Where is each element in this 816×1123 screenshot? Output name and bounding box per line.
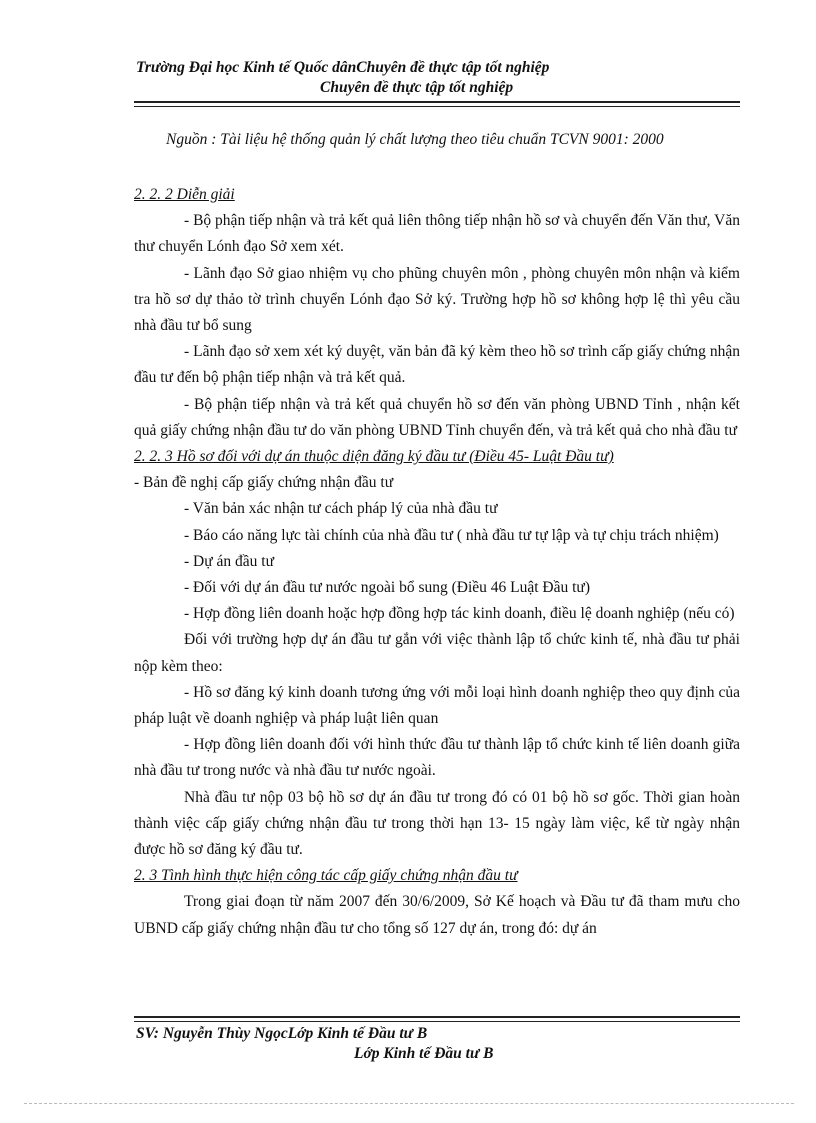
- section-heading-2-3: 2. 3 Tình hình thực hiện công tác cấp giấy chứng nhận đầu tư: [134, 867, 518, 885]
- paragraph: Nhà đầu tư nộp 03 bộ hồ sơ dự án đầu tư trong đó có 01 bộ hồ sơ gốc. Thời gian hoàn thành việc cấp giấy chứng nhận đầu tư trong thời hạn 13- 15 ngày làm việc, kể từ ngày nhận được hồ sơ đăng ký đầu tư.: [134, 788, 740, 859]
- page-header: [134, 58, 740, 98]
- section-heading-2-2-2: 2. 2. 2 Diễn giải: [134, 186, 235, 203]
- list-item: - Hồ sơ đăng ký kinh doanh tương ứng với mỗi loại hình doanh nghiệp theo quy định của pháp luật về doanh nghiệp và pháp luật liên quan: [134, 683, 740, 728]
- paragraph: - Lãnh đạo sở xem xét ký duyệt, văn bản đã ký kèm theo hồ sơ trình cấp giấy chứng nhận đầu tư đến bộ phận tiếp nhận và trả kết quả.: [134, 343, 740, 387]
- paragraph: Đối với trường hợp dự án đầu tư gắn với việc thành lập tổ chức kinh tế, nhà đầu tư phải nộp kèm theo:: [134, 631, 740, 675]
- footer-line-2: Lớp Kinh tế Đầu tư B: [354, 1045, 494, 1062]
- list-item: - Hợp đồng liên doanh hoặc hợp đồng hợp tác kinh doanh, điều lệ doanh nghiệp (nếu có): [184, 605, 735, 623]
- paragraph: - Bộ phận tiếp nhận và trả kết quả chuyển hồ sơ đến văn phòng UBND Tỉnh , nhận kết quả giấy chứng nhận đầu tư do văn phòng UBND Tỉnh chuyển đến, và trả kết quả cho nhà đầu tư: [134, 395, 740, 439]
- source-note: Nguồn : Tài liệu hệ thống quản lý chất lượng theo tiêu chuẩn TCVN 9001: 2000: [166, 131, 664, 148]
- paragraph: - Lãnh đạo Sở giao nhiệm vụ cho phũng chuyên môn , phòng chuyên môn nhận và kiểm tra hồ sơ dự thảo tờ trình chuyển Lónh đạo Sở ký. Trường hợp hồ sơ không hợp lệ thì yêu cầu nhà đầu tư bổ sung: [134, 264, 740, 335]
- paragraph: Trong giai đoạn từ năm 2007 đến 30/6/2009, Sở Kế hoạch và Đầu tư đã tham mưu cho UBND cấp giấy chứng nhận đầu tư cho tổng số 127 dự án, trong đó: dự án: [134, 893, 740, 937]
- list-item: - Báo cáo năng lực tài chính của nhà đầu tư ( nhà đầu tư tự lập và tự chịu trách nhiệm): [184, 526, 719, 544]
- list-item: - Văn bản xác nhận tư cách pháp lý của nhà đầu tư: [184, 500, 498, 518]
- header-line-2: Chuyên đề thực tập tốt nghiệp: [320, 79, 514, 96]
- list-item: - Đối với dự án đầu tư nước ngoài bổ sung (Điều 46 Luật Đầu tư): [184, 579, 590, 597]
- page-footer: [134, 1024, 740, 1064]
- header-divider: [134, 101, 740, 107]
- paragraph: - Bộ phận tiếp nhận và trả kết quả liên thông tiếp nhận hồ sơ và chuyển đến Văn thư, Văn thư chuyển Lónh đạo Sở xem xét.: [134, 212, 740, 256]
- section-heading-2-2-3: 2. 2. 3 Hồ sơ đối với dự án thuộc diện đăng ký đầu tư (Điều 45- Luật Đầu tư): [134, 448, 614, 466]
- document-body: [134, 182, 740, 942]
- list-item: - Dự án đầu tư: [184, 552, 274, 570]
- footer-line-1: SV: Nguyễn Thùy NgọcLớp Kinh tế Đầu tư B: [136, 1025, 428, 1042]
- page-boundary: [24, 1103, 794, 1104]
- header-line-1: Trường Đại học Kinh tế Quốc dânChuyên đề thực tập tốt nghiệp: [136, 59, 550, 76]
- paragraph: - Bản đề nghị cấp giấy chứng nhận đầu tư: [134, 474, 394, 492]
- footer-divider: [134, 1016, 740, 1022]
- list-item: - Hợp đồng liên doanh đối với hình thức đầu tư thành lập tổ chức kinh tế liên doanh giữa nhà đầu tư trong nước và nhà đầu tư nước ngoài.: [134, 736, 740, 780]
